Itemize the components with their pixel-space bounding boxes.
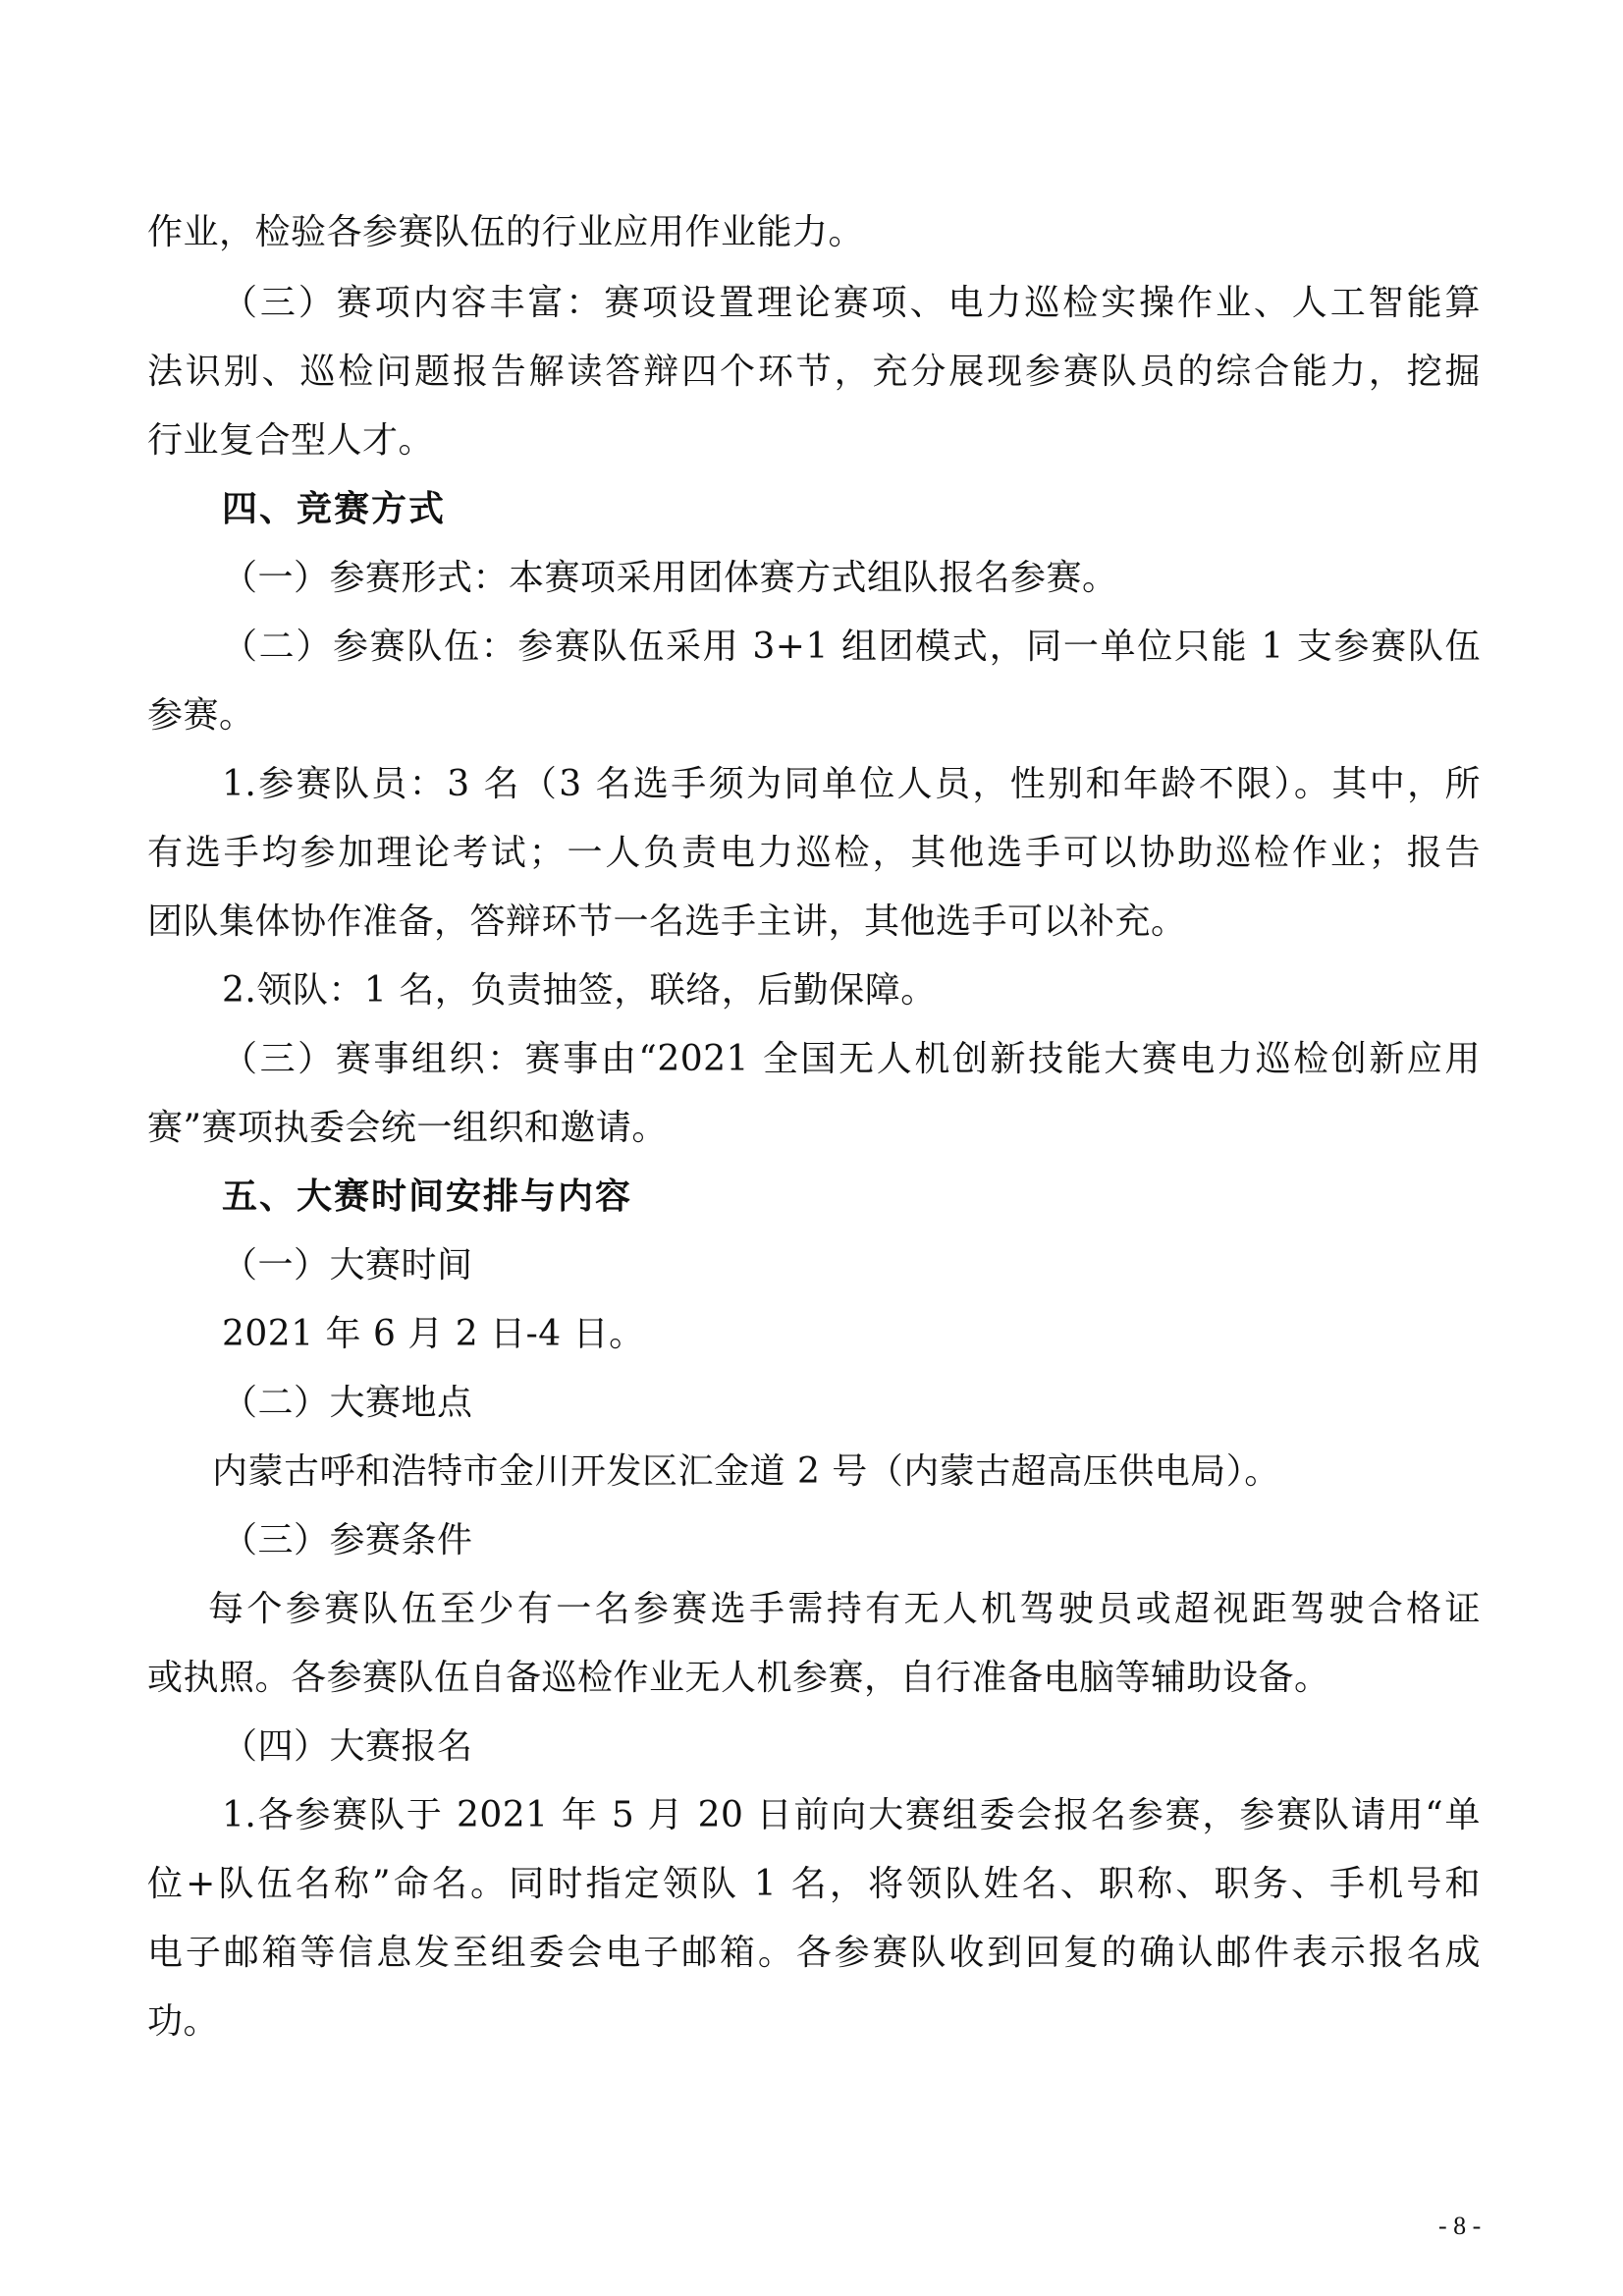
paragraph-line: （二）参赛队伍：参赛队伍采用 3+1 组团模式，同一单位只能 1 支参赛队伍: [222, 627, 1481, 667]
section-heading: 四、竞赛方式: [222, 489, 447, 529]
paragraph-line: 有选手均参加理论考试；一人负责电力巡检，其他选手可以协助巡检作业；报告: [147, 833, 1481, 873]
paragraph-line: 1.各参赛队于 2021 年 5 月 20 日前向大赛组委会报名参赛，参赛队请用“单: [222, 1795, 1481, 1835]
paragraph-line: 每个参赛队伍至少有一名参赛选手需持有无人机驾驶员或超视距驾驶合格证: [208, 1589, 1481, 1629]
subsection-heading: （一）大赛时间: [222, 1245, 473, 1285]
paragraph-line: 2.领队：1 名，负责抽签，联络，后勤保障。: [222, 970, 937, 1011]
paragraph-line: 或执照。各参赛队伍自备巡检作业无人机参赛，自行准备电脑等辅助设备。: [147, 1658, 1330, 1698]
paragraph-line: 功。: [147, 2001, 220, 2042]
paragraph-line: 位+队伍名称”命名。同时指定领队 1 名，将领队姓名、职称、职务、手机号和: [147, 1864, 1481, 1904]
section-heading: 五、大赛时间安排与内容: [222, 1176, 633, 1217]
paragraph-line: （三）赛项内容丰富：赛项设置理论赛项、电力巡检实操作业、人工智能算: [222, 283, 1481, 323]
paragraph-line: 团队集体协作准备，答辩环节一名选手主讲，其他选手可以补充。: [147, 902, 1187, 942]
page-number: - 8 -: [1438, 2212, 1482, 2240]
subsection-heading: （三）参赛条件: [222, 1520, 473, 1560]
paragraph-line: 电子邮箱等信息发至组委会电子邮箱。各参赛队收到回复的确认邮件表示报名成: [147, 1933, 1481, 1973]
subsection-heading: （四）大赛报名: [222, 1726, 473, 1767]
paragraph-line: 行业复合型人才。: [147, 420, 435, 461]
paragraph-line: 1.参赛队员：3 名（3 名选手须为同单位人员，性别和年龄不限）。其中，所: [222, 764, 1481, 804]
paragraph-line: （三）赛事组织：赛事由“2021 全国无人机创新技能大赛电力巡检创新应用: [222, 1039, 1481, 1079]
paragraph-line: 法识别、巡检问题报告解读答辩四个环节，充分展现参赛队员的综合能力，挖掘: [147, 352, 1481, 392]
paragraph-line: 2021 年 6 月 2 日-4 日。: [222, 1314, 645, 1354]
paragraph-line: 参赛。: [147, 695, 255, 736]
paragraph-line: （一）参赛形式：本赛项采用团体赛方式组队报名参赛。: [222, 558, 1118, 598]
paragraph-line: 赛”赛项执委会统一组织和邀请。: [147, 1108, 668, 1148]
paragraph-line: 作业，检验各参赛队伍的行业应用作业能力。: [147, 212, 865, 252]
paragraph-line: 内蒙古呼和浩特市金川开发区汇金道 2 号（内蒙古超高压供电局）。: [212, 1451, 1280, 1492]
subsection-heading: （二）大赛地点: [222, 1383, 473, 1423]
